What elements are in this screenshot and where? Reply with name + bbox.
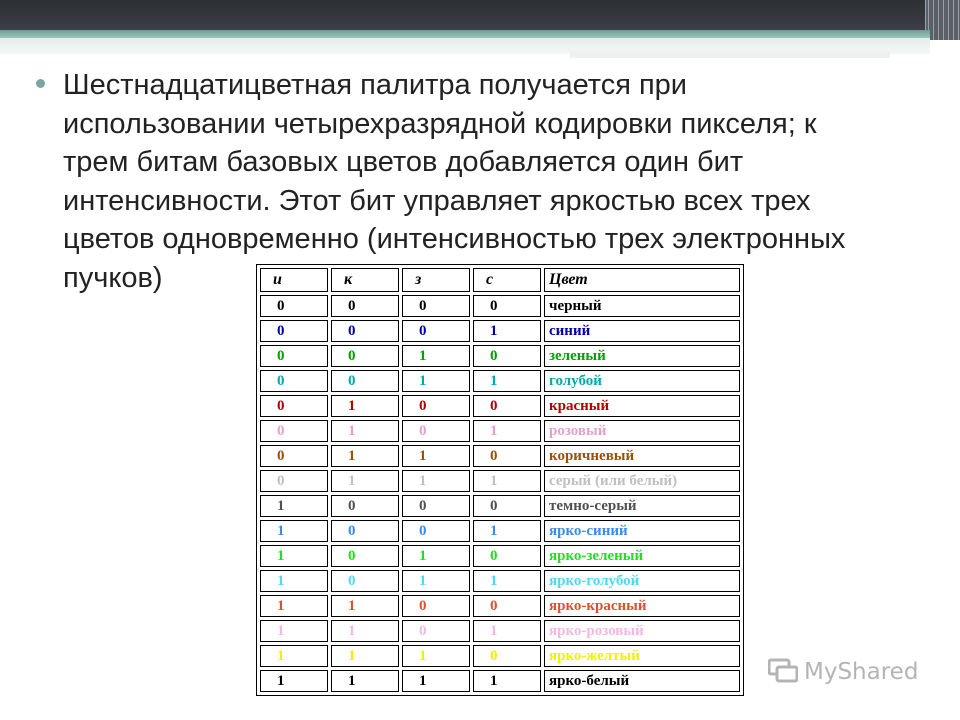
color-palette-table xyxy=(256,264,744,696)
bit-cell: 1 xyxy=(260,495,328,517)
table-row xyxy=(260,295,740,317)
bit-cell: 1 xyxy=(402,570,470,592)
table-row xyxy=(260,420,740,442)
bit-cell: 1 xyxy=(402,545,470,567)
bit-cell: 0 xyxy=(473,295,541,317)
chat-icon xyxy=(768,658,798,684)
header-i: и xyxy=(260,268,328,292)
bit-cell: 1 xyxy=(331,395,399,417)
bit-cell: 0 xyxy=(473,395,541,417)
bit-cell: 0 xyxy=(402,495,470,517)
bit-cell: 0 xyxy=(260,445,328,467)
bit-cell: 1 xyxy=(331,620,399,642)
bit-cell: 1 xyxy=(260,620,328,642)
table-row xyxy=(260,545,740,567)
header-s: с xyxy=(473,268,541,292)
bit-cell: 0 xyxy=(260,295,328,317)
color-name-cell: ярко-синий xyxy=(544,520,740,542)
color-name-cell: черный xyxy=(544,295,740,317)
bit-cell: 0 xyxy=(402,395,470,417)
bit-cell: 1 xyxy=(473,320,541,342)
color-name-cell: ярко-зеленый xyxy=(544,545,740,567)
bit-cell: 0 xyxy=(331,520,399,542)
bit-cell: 0 xyxy=(260,370,328,392)
table-row xyxy=(260,670,740,692)
bit-cell: 1 xyxy=(473,520,541,542)
color-name-cell: синий xyxy=(544,320,740,342)
slide-top-corner xyxy=(925,0,960,40)
bit-cell: 1 xyxy=(260,595,328,617)
bit-cell: 1 xyxy=(473,570,541,592)
bit-cell: 1 xyxy=(402,670,470,692)
bit-cell: 1 xyxy=(402,470,470,492)
bit-cell: 1 xyxy=(402,645,470,667)
bit-cell: 1 xyxy=(260,545,328,567)
bit-cell: 0 xyxy=(473,645,541,667)
bit-cell: 0 xyxy=(331,295,399,317)
bit-cell: 1 xyxy=(260,670,328,692)
color-name-cell: зеленый xyxy=(544,345,740,367)
color-name-cell: красный xyxy=(544,395,740,417)
watermark-text: MyShared xyxy=(804,659,919,685)
color-name-cell: коричневый xyxy=(544,445,740,467)
slide-paragraph: Шестнадцатицветная палитра получается при использовании четырехразрядной кодировки пикселя; к трем битам базовых цветов добавляется один бит интенсивности. Этот бит управляет яркостью всех трех цветов одновременно (интенсивностью трех электронных пучков) xyxy=(63,69,846,294)
table-row xyxy=(260,345,740,367)
bit-cell: 0 xyxy=(260,420,328,442)
myshared-watermark xyxy=(768,656,928,692)
bit-cell: 1 xyxy=(473,470,541,492)
bit-cell: 0 xyxy=(402,420,470,442)
bit-cell: 1 xyxy=(331,445,399,467)
bit-cell: 0 xyxy=(331,345,399,367)
bit-cell: 1 xyxy=(331,645,399,667)
bit-cell: 0 xyxy=(331,370,399,392)
bit-cell: 1 xyxy=(331,420,399,442)
header-color: Цвет xyxy=(544,268,740,292)
color-name-cell: темно-серый xyxy=(544,495,740,517)
color-name-cell: ярко-белый xyxy=(544,670,740,692)
color-name-cell: ярко-розовый xyxy=(544,620,740,642)
bit-cell: 0 xyxy=(260,395,328,417)
table-row xyxy=(260,470,740,492)
bit-cell: 0 xyxy=(473,595,541,617)
bit-cell: 0 xyxy=(402,595,470,617)
slide-light-band-2 xyxy=(570,50,890,58)
bit-cell: 1 xyxy=(473,670,541,692)
color-name-cell: серый (или белый) xyxy=(544,470,740,492)
color-name-cell: голубой xyxy=(544,370,740,392)
header-z: з xyxy=(402,268,470,292)
bit-cell: 1 xyxy=(402,370,470,392)
bit-cell: 0 xyxy=(331,570,399,592)
bit-cell: 1 xyxy=(473,370,541,392)
color-name-cell: розовый xyxy=(544,420,740,442)
bit-cell: 0 xyxy=(402,620,470,642)
bit-cell: 1 xyxy=(402,345,470,367)
bit-cell: 0 xyxy=(473,345,541,367)
bit-cell: 0 xyxy=(260,470,328,492)
bit-cell: 1 xyxy=(331,670,399,692)
bit-cell: 0 xyxy=(402,320,470,342)
bit-cell: 1 xyxy=(402,445,470,467)
bit-cell: 1 xyxy=(331,595,399,617)
bullet-icon xyxy=(36,79,45,88)
bit-cell: 0 xyxy=(402,295,470,317)
color-name-cell: ярко-красный xyxy=(544,595,740,617)
bit-cell: 1 xyxy=(260,570,328,592)
bit-cell: 0 xyxy=(331,545,399,567)
slide-top-bar xyxy=(0,0,960,30)
table-header-row xyxy=(260,268,740,292)
table-row xyxy=(260,595,740,617)
table-row xyxy=(260,520,740,542)
bit-cell: 0 xyxy=(260,320,328,342)
bit-cell: 1 xyxy=(260,645,328,667)
bit-cell: 1 xyxy=(260,520,328,542)
bit-cell: 0 xyxy=(331,495,399,517)
color-name-cell: ярко-голубой xyxy=(544,570,740,592)
color-name-cell: ярко-желтый xyxy=(544,645,740,667)
table-row xyxy=(260,620,740,642)
bit-cell: 1 xyxy=(331,470,399,492)
bit-cell: 0 xyxy=(402,520,470,542)
table-row xyxy=(260,445,740,467)
bit-cell: 0 xyxy=(331,320,399,342)
table-row xyxy=(260,320,740,342)
table-row xyxy=(260,395,740,417)
bit-cell: 0 xyxy=(473,445,541,467)
bit-cell: 0 xyxy=(473,545,541,567)
bit-cell: 0 xyxy=(260,345,328,367)
bit-cell: 1 xyxy=(473,420,541,442)
bit-cell: 1 xyxy=(473,620,541,642)
table-row xyxy=(260,370,740,392)
table-row xyxy=(260,645,740,667)
table-row xyxy=(260,495,740,517)
slide-accent-band xyxy=(0,30,930,38)
bit-cell: 0 xyxy=(473,495,541,517)
header-k: к xyxy=(331,268,399,292)
table-row xyxy=(260,570,740,592)
